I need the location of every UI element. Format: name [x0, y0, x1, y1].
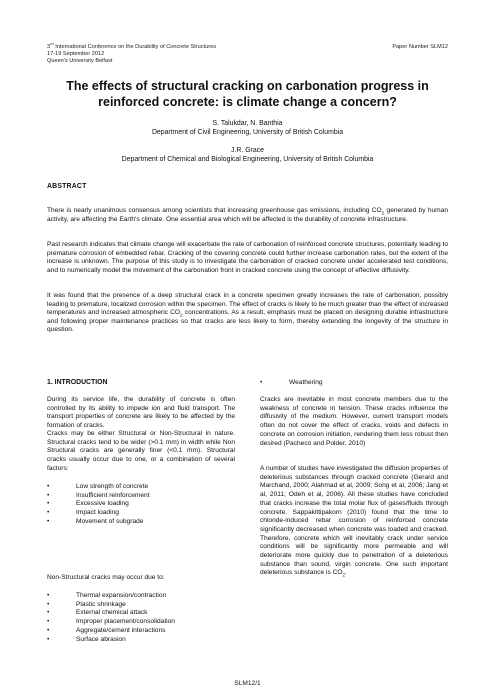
list-item: • Insufficient reinforcement: [47, 492, 235, 501]
introduction-heading: 1. INTRODUCTION: [47, 379, 108, 386]
list-item: • Improper placement/consolidation: [47, 618, 235, 627]
weathering-list: [260, 379, 448, 388]
intro-paragraph-1: During its service life, the durability of concrete is often controlled by its ability to impede ion and fluid transport. The transport properties of concrete are likely to be affected by the formation of cracks.: [47, 396, 235, 430]
paper-number: Paper Number SLM12: [392, 44, 448, 50]
list-item: • Aggregate/cement interactions: [47, 627, 235, 636]
author-names-1: S. Talukdar, N. Banthia: [212, 120, 283, 127]
list-item: • Low strength of concrete: [47, 483, 235, 492]
author-affiliation-1: Department of Civil Engineering, University of British Columbia: [151, 129, 344, 136]
abstract-paragraph-1: There is nearly unanimous consensus among scientists that increasing greenhouse gas emissions, including $CO_2$ generated by human activity, are affecting the Earth's climate. One essential area which will be affected is the durability of concrete infrastructure.: [47, 207, 448, 223]
list-item: • Excessive loading: [47, 500, 235, 509]
list-item: • Surface abrasion: [47, 636, 235, 645]
nonstructural-lead: Non-Structural cracks may occur due to:: [47, 574, 165, 581]
list-item: • Impact loading: [47, 509, 235, 518]
nonstructural-factors-list: [47, 592, 235, 644]
conference-name: 3rd International Conference on the Durability of Concrete Structures: [47, 41, 216, 50]
intro-paragraph-2: Cracks may be either Structural or Non-Structural in nature. Structural cracks tend to be wider (>0.1 mm) in width while Non Structural cracks are generally finer (<0.1 mm). Structural cracks usually occur due to one, or a combination of several factors:: [47, 430, 235, 472]
right-paragraph-2: A number of studies have investigated the diffusion properties of deleterious substances through cracked concrete (Gerard and Marchand, 2000; Alahmad et al, 2009; Song et al, 2006; Jang et al, 2011; Odeh et al, 2006). All these studies have concluded that cracks increase the total molar flux of gases/fluids through concrete. Sappakittipakorn (2010) found that the time to chloride-induced rebar corrosion of reinforced concrete significantly decreased when concrete was loaded and cracked. Therefore, concrete which will inevitably crack under service conditions will be significantly more permeable and will deteriorate more quickly due to penetration of a deleterious substance than sound, virgin concrete. One such important deleterious substance is $CO_2$.: [260, 465, 448, 578]
conference-dates: 17-19 September 2012: [47, 51, 105, 57]
abstract-paragraph-3: It was found that the presence of a deep structural crack in a concrete specimen greatly increases the rate of carbonation, possibly leading to premature, localized corrosion within the specimen. The effect of cracks is likely to be much greater than the effect of increased temperatures and increased atmospheric $CO_2$ concentrations. As a result, emphasis must be placed on designing durable infrastructure and following proper maintenance practices so that cracks are less likely to form, thereby extending the longevity of the structure in question.: [47, 292, 448, 334]
list-item: • External chemical attack: [47, 609, 235, 618]
author-affiliation-2: Department of Chemical and Biological Engineering, University of British Columbia: [121, 156, 374, 163]
conference-header: [47, 41, 216, 65]
abstract-heading: ABSTRACT: [47, 183, 87, 190]
list-item: • Thermal expansion/contraction: [47, 592, 235, 601]
page-footer: SLM12/1: [234, 680, 261, 687]
right-paragraph-1: Cracks are inevitable in most concrete members due to the weakness of concrete in tension. These cracks influence the diffusivity of the medium. However, current transport models often do not cover the effect of cracks, voids and defects in concrete on corrosion initiation, rendering them less robust then desired (Pacheco and Polder, 2010): [260, 396, 448, 447]
abstract-paragraph-2: Past research indicates that climate change will exacerbate the rate of carbonation of reinforced concrete structures, potentially leading to premature corrosion of embedded rebar. Cracking of the covering concrete could further increase carbonation rates, but the extent of the increase is unknown. The purpose of this study is to investigate the carbonation of cracked concrete under accelerated test conditions, and to numerically model the movement of the carbonation front in cracked concrete using the concept of effective diffusivity.: [47, 241, 448, 274]
list-item: • Movement of subgrade: [47, 518, 235, 527]
list-item: • Plastic shrinkage: [47, 601, 235, 610]
paper-title: The effects of structural cracking on carbonation progress in reinforced concrete: is climate change a concern?: [66, 79, 429, 109]
list-item: • Weathering: [260, 379, 448, 388]
conference-venue: Queen's University Belfast: [47, 58, 113, 64]
structural-factors-list: [47, 483, 235, 527]
author-names-2: J.R. Grace: [231, 147, 264, 154]
